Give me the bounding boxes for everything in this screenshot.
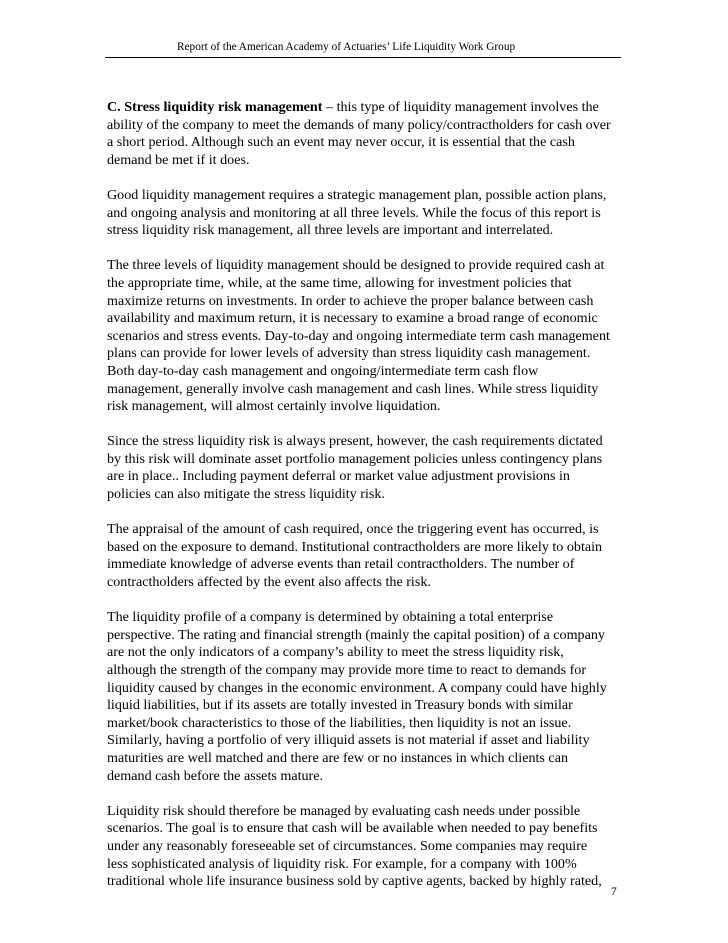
document-body <box>107 99 623 908</box>
page-number: 7 <box>611 886 617 898</box>
paragraph-line: less sophisticated analysis of liquidity risk. For example, for a company with 100% <box>107 855 577 872</box>
paragraph-line: ability of the company to meet the demands of many policy/contractholders for cash over <box>107 116 611 133</box>
paragraph-line: traditional whole life insurance business sold by captive agents, backed by highly rated, <box>107 873 602 890</box>
paragraph-line: Since the stress liquidity risk is always present, however, the cash requirements dictated <box>107 433 603 450</box>
paragraph-4 <box>107 433 623 503</box>
paragraph-line: liquidity caused by changes in the economic environment. A company could have highly <box>107 679 607 696</box>
paragraph-line <box>107 99 623 117</box>
paragraph-6 <box>107 609 623 785</box>
paragraph-line: market/book characteristics to those of the liabilities, then liquidity is not an issue. <box>107 714 572 731</box>
paragraph-line: The three levels of liquidity management should be designed to provide required cash at <box>107 257 605 274</box>
paragraph-line: Both day-to-day cash management and ongoing/intermediate term cash flow <box>107 362 539 379</box>
paragraph-line: The appraisal of the amount of cash required, once the triggering event has occurred, is <box>107 521 599 538</box>
paragraph-line: plans can provide for lower levels of adversity than stress liquidity cash management. <box>107 345 591 362</box>
paragraph-line: although the strength of the company may provide more time to react to demands for <box>107 662 587 678</box>
paragraph-line: stress liquidity risk management, all three levels are important and interrelated. <box>107 222 554 239</box>
paragraph-7 <box>107 803 623 891</box>
section-heading-rest: – this type of liquidity management involves the <box>322 99 599 115</box>
paragraph-line: Good liquidity management requires a strategic management plan, possible action plans, <box>107 186 607 203</box>
paragraph-line: maturities are well matched and there are few or no instances in which clients can <box>107 749 568 766</box>
paragraph-line: are not the only indicators of a company’s ability to meet the stress liquidity risk, <box>107 644 564 661</box>
paragraph-line: are in place.. Including payment deferral or market value adjustment provisions in <box>107 468 570 485</box>
paragraph-line: demand cash before the assets mature. <box>107 767 324 784</box>
paragraph-line: Liquidity risk should therefore be managed by evaluating cash needs under possible <box>107 802 581 819</box>
paragraph-line: availability and maximum return, it is necessary to examine a broad range of economic <box>107 310 598 327</box>
paragraph-line: contractholders affected by the event also affects the risk. <box>107 574 431 591</box>
paragraph-line: a short period. Although such an event may never occur, it is essential that the cash <box>107 134 575 151</box>
paragraph-line: risk management, will almost certainly involve liquidation. <box>107 398 441 415</box>
paragraph-2 <box>107 187 623 240</box>
running-header <box>105 40 621 60</box>
paragraph-line: The liquidity profile of a company is determined by obtaining a total enterprise <box>107 609 554 626</box>
paragraph-1 <box>107 99 623 169</box>
paragraph-line: scenarios. The goal is to ensure that cash will be available when needed to pay benefits <box>107 820 598 837</box>
paragraph-line: demand be met if it does. <box>107 151 250 168</box>
paragraph-5 <box>107 521 623 591</box>
paragraph-line: maximize returns on investments. In order to achieve the proper balance between cash <box>107 292 594 309</box>
paragraph-line: management, generally involve cash management and cash lines. While stress liquidity <box>107 380 599 397</box>
paragraph-line: and ongoing analysis and monitoring at all three levels. While the focus of this report is <box>107 204 601 221</box>
paragraph-line: policies can also mitigate the stress liquidity risk. <box>107 486 385 503</box>
paragraph-line: under any reasonably foreseeable set of circumstances. Some companies may require <box>107 837 588 854</box>
header-rule <box>105 57 621 58</box>
paragraph-3 <box>107 257 623 415</box>
section-heading: C. Stress liquidity risk management <box>107 99 323 115</box>
header-title: Report of the American Academy of Actuaries’ Life Liquidity Work Group <box>177 41 516 53</box>
paragraph-line: based on the exposure to demand. Institutional contractholders are more likely to obtain <box>107 538 603 555</box>
paragraph-line: immediate knowledge of adverse events than retail contractholders. The number of <box>107 556 575 573</box>
paragraph-line: perspective. The rating and financial strength (mainly the capital position) of a company <box>107 626 605 643</box>
paragraph-line: liquid liabilities, but if its assets are totally invested in Treasury bonds with similar <box>107 697 573 714</box>
paragraph-line: the appropriate time, while, at the same time, allowing for investment policies that <box>107 274 572 291</box>
paragraph-line: by this risk will dominate asset portfolio management policies unless contingency plans <box>107 450 603 467</box>
paragraph-line: scenarios and stress events. Day-to-day and ongoing intermediate term cash management <box>107 327 610 344</box>
paragraph-line: Similarly, having a portfolio of very illiquid assets is not material if asset and liability <box>107 732 590 749</box>
